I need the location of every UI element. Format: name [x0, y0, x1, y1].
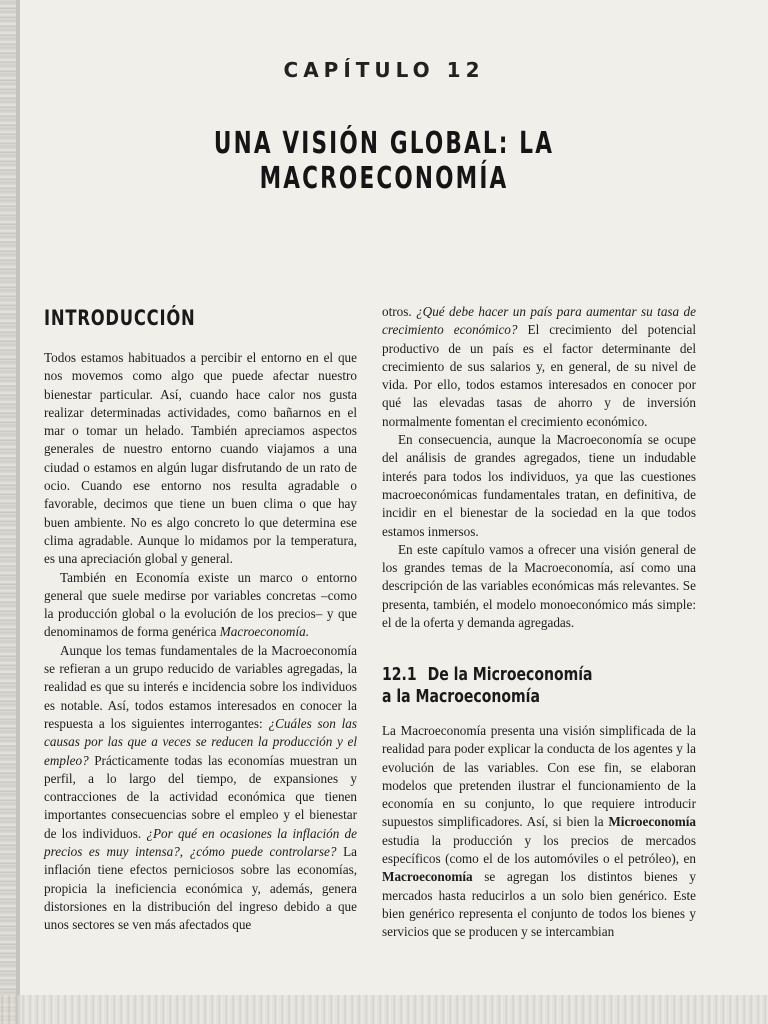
bold-term: Microeconomía: [608, 814, 696, 830]
text-run: Prácticamente todas las economías muestran un perfil, a lo largo del tiempo, de expansiones y contracciones de la actividad económica que tienen importantes consecuencias sobre el empleo y el bienestar de los individuos.: [44, 752, 357, 841]
italic-run: Macroeconomía.: [219, 624, 309, 640]
text-run: También en Economía existe un marco o entorno general que suele medirse por variables concretas –como la producción global o la evolución de los precios– y que denominamos de forma genérica: [44, 569, 357, 640]
text-run: se agregan los distintos bienes y mercados hasta reducirlos a un solo bien genérico. Este bien genérico representa el conjunto de todos los bienes y servicios que se producen y se intercambian: [382, 869, 696, 940]
section-paragraph-1: [382, 722, 696, 942]
scan-edge: [0, 0, 16, 1024]
italic-run: ¿Cuáles son las causas por las que a veces se reducen la producción y el empleo?: [44, 715, 358, 768]
intro-paragraph-4: En consecuencia, aunque la Macroeconomía se ocupe del análisis de grandes agregados, tiene un indudable interés para todos los individuos, ya que las cuestiones macroeconómicas fundamentales tratan, en definitiva, de incidir en el bienestar de la sociedad en la que todos estamos inmersos.: [382, 432, 696, 539]
section-heading: [382, 664, 632, 708]
text-run: Aunque los temas fundamentales de la Macroeconomía se refieran a un grupo reducido de variables agregadas, la realidad es que su interés e incidencia sobre los individuos es notable. Así, todos estamos interesados en conocer la respuesta a los siguientes interrogantes:: [44, 642, 357, 731]
right-column-bottom: [382, 722, 696, 942]
text-run: La inflación tiene efectos perniciosos sobre las economías, propicia la ineficiencia económica y, además, genera distorsiones en la distribución del ingreso debido a que unos sectores se ven más afectados que: [44, 844, 357, 933]
intro-paragraph-1: Todos estamos habituados a percibir el entorno en el que nos movemos como algo que puede afectar nuestro bienestar particular. Así, cuando hace calor nos gusta realizar determinadas actividades, como bañarnos en el mar o tomar un helado. También apreciamos aspectos generales de nuestro entorno cuando viajamos a una ciudad o estamos en algún lugar disfrutando de un rato de ocio. Cuando ese entorno nos resulta agradable o favorable, decimos que tiene un buen clima o que hay buen ambiente. No es algo concreto lo que determina ese clima agradable. Aunque lo midamos por la temperatura, es una apreciación global y general.: [44, 350, 357, 567]
text-run: otros.: [382, 304, 417, 319]
scan-bottom-noise: [0, 995, 768, 1024]
italic-run: ¿Por qué en ocasiones la inflación de precios es muy intensa?, ¿cómo puede controlarse?: [44, 825, 357, 860]
intro-paragraph-3: [44, 642, 357, 935]
section-title-line-2: a la Macroeconomía: [382, 686, 540, 707]
chapter-label: CAPÍTULO 12: [283, 58, 485, 82]
text-run: El crecimiento del potencial productivo de un país es el factor determinante del crecimiento de sus salarios y, en general, de su nivel de vida. Por ello, todos estamos interesados en conocer por qué las elevadas tasas de ahorro y de inversión normalmente fomentan el crecimiento económico.: [382, 322, 696, 429]
intro-paragraph-5: En este capítulo vamos a ofrecer una visión general de los grandes temas de la Macroeconomía, así como una descripción de las variables económicas más relevantes. Se presenta, también, el modelo monoeconómico más simple: el de la oferta y demanda agregadas.: [382, 541, 696, 631]
right-column-top: [382, 303, 696, 632]
italic-run: ¿Qué debe hacer un país para aumentar su tasa de crecimiento económico?: [382, 304, 696, 338]
intro-paragraph-continued: [382, 303, 696, 431]
chapter-title: UNA VISIÓN GLOBAL: LA MACROECONOMÍA: [213, 126, 555, 196]
scan-edge-shadow: [16, 0, 20, 1024]
intro-heading: INTRODUCCIÓN: [44, 306, 196, 330]
text-run: La Macroeconomía presenta una visión simplificada de la realidad para poder explicar la conducta de los agentes y la evolución de las variables. Con ese fin, se elaboran modelos que pretenden ilustrar el funcionamiento de la economía en su conjunto, lo que requiere introducir supuestos simplificadores. Así, si bien la: [382, 723, 696, 830]
bold-term: Macroeconomía: [382, 869, 473, 885]
text-run: estudia la producción y los precios de mercados específicos (como el de los automóviles o el petróleo), en: [382, 832, 696, 867]
section-heading-line-1: [382, 664, 632, 686]
section-title-line-1: De la Microeconomía: [427, 664, 593, 685]
section-number: 12.1: [382, 664, 417, 685]
intro-paragraph-2: [44, 569, 357, 642]
left-column: [44, 349, 357, 935]
